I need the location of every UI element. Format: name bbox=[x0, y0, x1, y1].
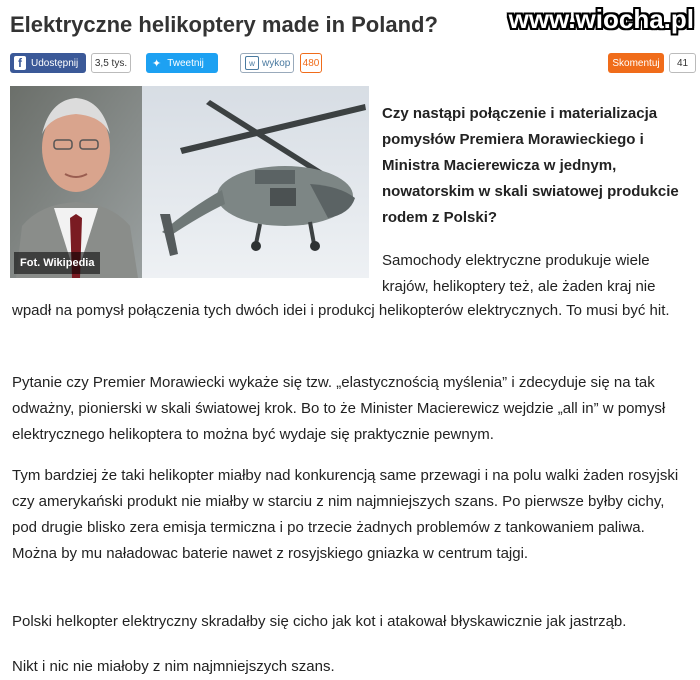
article-photo bbox=[10, 86, 369, 278]
site-watermark: www.wiocha.pl bbox=[508, 4, 694, 34]
article-lead: Czy nastąpi połączenie i materializacja pomysłów Premiera Morawieckiego i Ministra Macierewicza w jednym, nowatorskim w skali swiatowej produkcie rodem z Polski? bbox=[382, 105, 679, 226]
paragraph-3: Tym bardziej że taki helikopter miałby nad konkurencją same przewagi i na polu walki żaden rosyjski czy amerykański produkt nie miałby w starciu z nim najmniejszych szans. Po pierwsze byłby cichy, pod drugie blisko zera emisja termiczna i po trzecie żadnych problemów z tankowaniem paliwa. Można by mu naładowac baterie nawet z rosyjskiego gniazka w centrum tajgi. bbox=[12, 467, 679, 562]
paragraph-1-rest: wpadł na pomysł połączenia tych dwóch idei i produkcj helikopterów elektrycznych. To musi być hit. bbox=[12, 302, 670, 319]
photo-caption: Fot. Wikipedia bbox=[14, 252, 100, 274]
wykop-button[interactable] bbox=[240, 53, 294, 73]
twitter-bird-icon: ✦ bbox=[152, 57, 162, 70]
comment-button[interactable]: Skomentuj bbox=[608, 53, 664, 73]
photo-collage bbox=[10, 86, 369, 278]
tweet-label: Tweetnij bbox=[167, 57, 204, 69]
tweet-button[interactable] bbox=[146, 53, 218, 73]
wykop-icon: w bbox=[245, 56, 259, 70]
paragraph-5: Nikt i nic nie miałoby z nim najmniejszych szans. bbox=[12, 658, 335, 675]
share-bar bbox=[10, 53, 694, 75]
facebook-share-label: Udostępnij bbox=[31, 57, 79, 69]
facebook-icon: f bbox=[14, 56, 26, 70]
wykop-label: wykop bbox=[262, 57, 291, 69]
paragraph-1-start: Samochody elektryczne produkuje wiele krajów, helikoptery też, ale żaden kraj nie bbox=[382, 252, 656, 295]
facebook-share-button[interactable] bbox=[10, 53, 86, 73]
comment-count: 41 bbox=[669, 53, 696, 73]
paragraph-4: Polski helkopter elektryczny skradałby się cicho jak kot i atakował błyskawicznie jak jastrząb. bbox=[12, 613, 627, 630]
facebook-share-count: 3,5 tys. bbox=[91, 53, 131, 73]
article-title: Elektryczne helikoptery made in Poland? bbox=[10, 12, 438, 37]
paragraph-2: Pytanie czy Premier Morawiecki wykaże się tzw. „elastycznością myślenia” i zdecyduje się na tak odważny, pionierski w skali światowej krok. Bo to że Minister Macierewicz wejdzie „all in” w pomysł elektrycznego helikoptera to można być wydaje się praktycznie pewnym. bbox=[12, 374, 666, 443]
wykop-count: 480 bbox=[300, 53, 322, 73]
